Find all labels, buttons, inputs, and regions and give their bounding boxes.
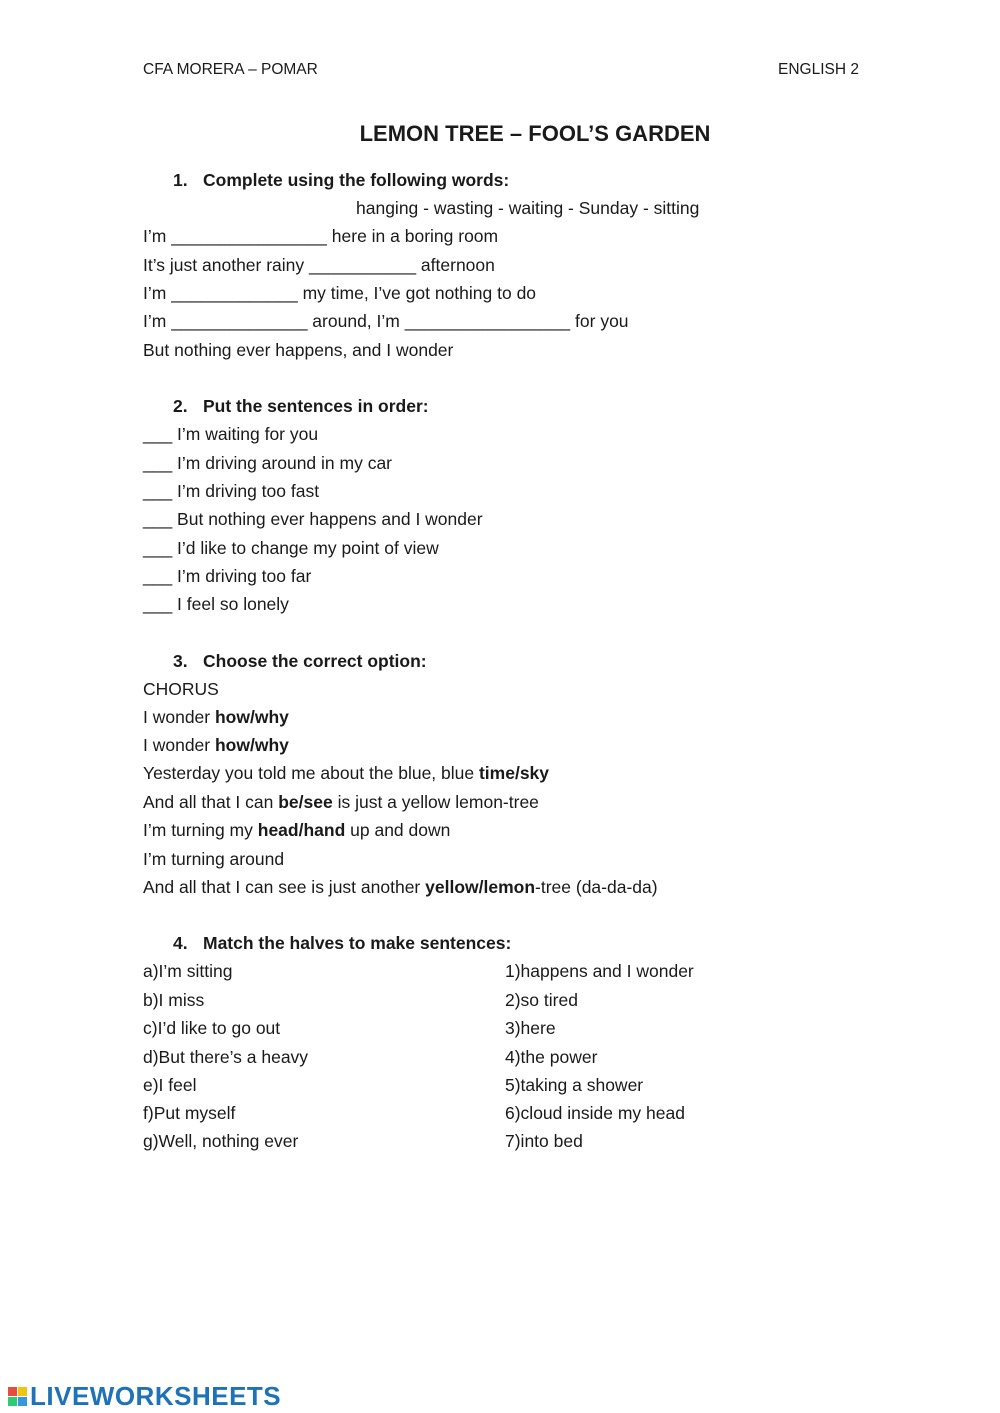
- gap-line-5: But nothing ever happens, and I wonder: [143, 340, 454, 360]
- order-line-7: ___ I feel so lonely: [143, 594, 289, 614]
- section-2-heading: 2. Put the sentences in order:: [173, 396, 429, 416]
- option-line-1: I wonder how/why: [143, 707, 289, 727]
- chorus-label: CHORUS: [143, 679, 219, 699]
- order-line-4: ___ But nothing ever happens and I wonder: [143, 509, 483, 529]
- gap-line-4: I’m ______________ around, I’m _________________ for you: [143, 311, 629, 331]
- order-line-3: ___ I’m driving too fast: [143, 481, 320, 501]
- match-left-c: c)I’d like to go out: [143, 1018, 281, 1038]
- match-left-e: e)I feel: [143, 1075, 197, 1095]
- liveworksheets-logo[interactable]: [8, 1381, 281, 1412]
- match-right-2: 2)so tired: [505, 990, 578, 1010]
- match-right-3: 3)here: [505, 1018, 556, 1038]
- match-right-6: 6)cloud inside my head: [505, 1103, 685, 1123]
- order-line-5: ___ I’d like to change my point of view: [143, 538, 439, 558]
- order-line-6: ___ I’m driving too far: [143, 566, 312, 586]
- option-line-2: I wonder how/why: [143, 735, 289, 755]
- word-bank: hanging - wasting - waiting - Sunday - sitting: [356, 198, 700, 218]
- logo-grid-icon: [8, 1387, 27, 1406]
- option-line-7: And all that I can see is just another yellow/lemon-tree (da-da-da): [143, 877, 658, 897]
- section-3-heading: 3. Choose the correct option:: [173, 651, 427, 671]
- header-school: CFA MORERA – POMAR: [143, 61, 318, 78]
- match-left-f: f)Put myself: [143, 1103, 236, 1123]
- page-title: LEMON TREE – FOOL’S GARDEN: [359, 121, 711, 146]
- match-left-g: g)Well, nothing ever: [143, 1131, 299, 1151]
- gap-line-1: I’m ________________ here in a boring room: [143, 226, 499, 246]
- section-1-heading: 1. Complete using the following words:: [173, 170, 510, 190]
- option-line-5: I’m turning my head/hand up and down: [143, 820, 451, 840]
- logo-text: LIVEWORKSHEETS: [30, 1381, 282, 1411]
- option-line-6: I’m turning around: [143, 849, 285, 869]
- gap-line-2: It’s just another rainy ___________ afternoon: [143, 255, 495, 275]
- section-4-heading: 4. Match the halves to make sentences:: [173, 933, 512, 953]
- gap-line-3: I’m _____________ my time, I’ve got nothing to do: [143, 283, 537, 303]
- match-left-a: a)I’m sitting: [143, 961, 233, 981]
- match-left-b: b)I miss: [143, 990, 205, 1010]
- option-line-3: Yesterday you told me about the blue, blue time/sky: [143, 763, 550, 783]
- match-right-5: 5)taking a shower: [505, 1075, 644, 1095]
- match-left-d: d)But there’s a heavy: [143, 1047, 309, 1067]
- match-right-4: 4)the power: [505, 1047, 598, 1067]
- header-course: ENGLISH 2: [778, 61, 859, 78]
- order-line-2: ___ I’m driving around in my car: [143, 453, 392, 473]
- order-line-1: ___ I’m waiting for you: [143, 424, 319, 444]
- match-right-1: 1)happens and I wonder: [505, 961, 694, 981]
- option-line-4: And all that I can be/see is just a yellow lemon-tree: [143, 792, 539, 812]
- match-right-7: 7)into bed: [505, 1131, 583, 1151]
